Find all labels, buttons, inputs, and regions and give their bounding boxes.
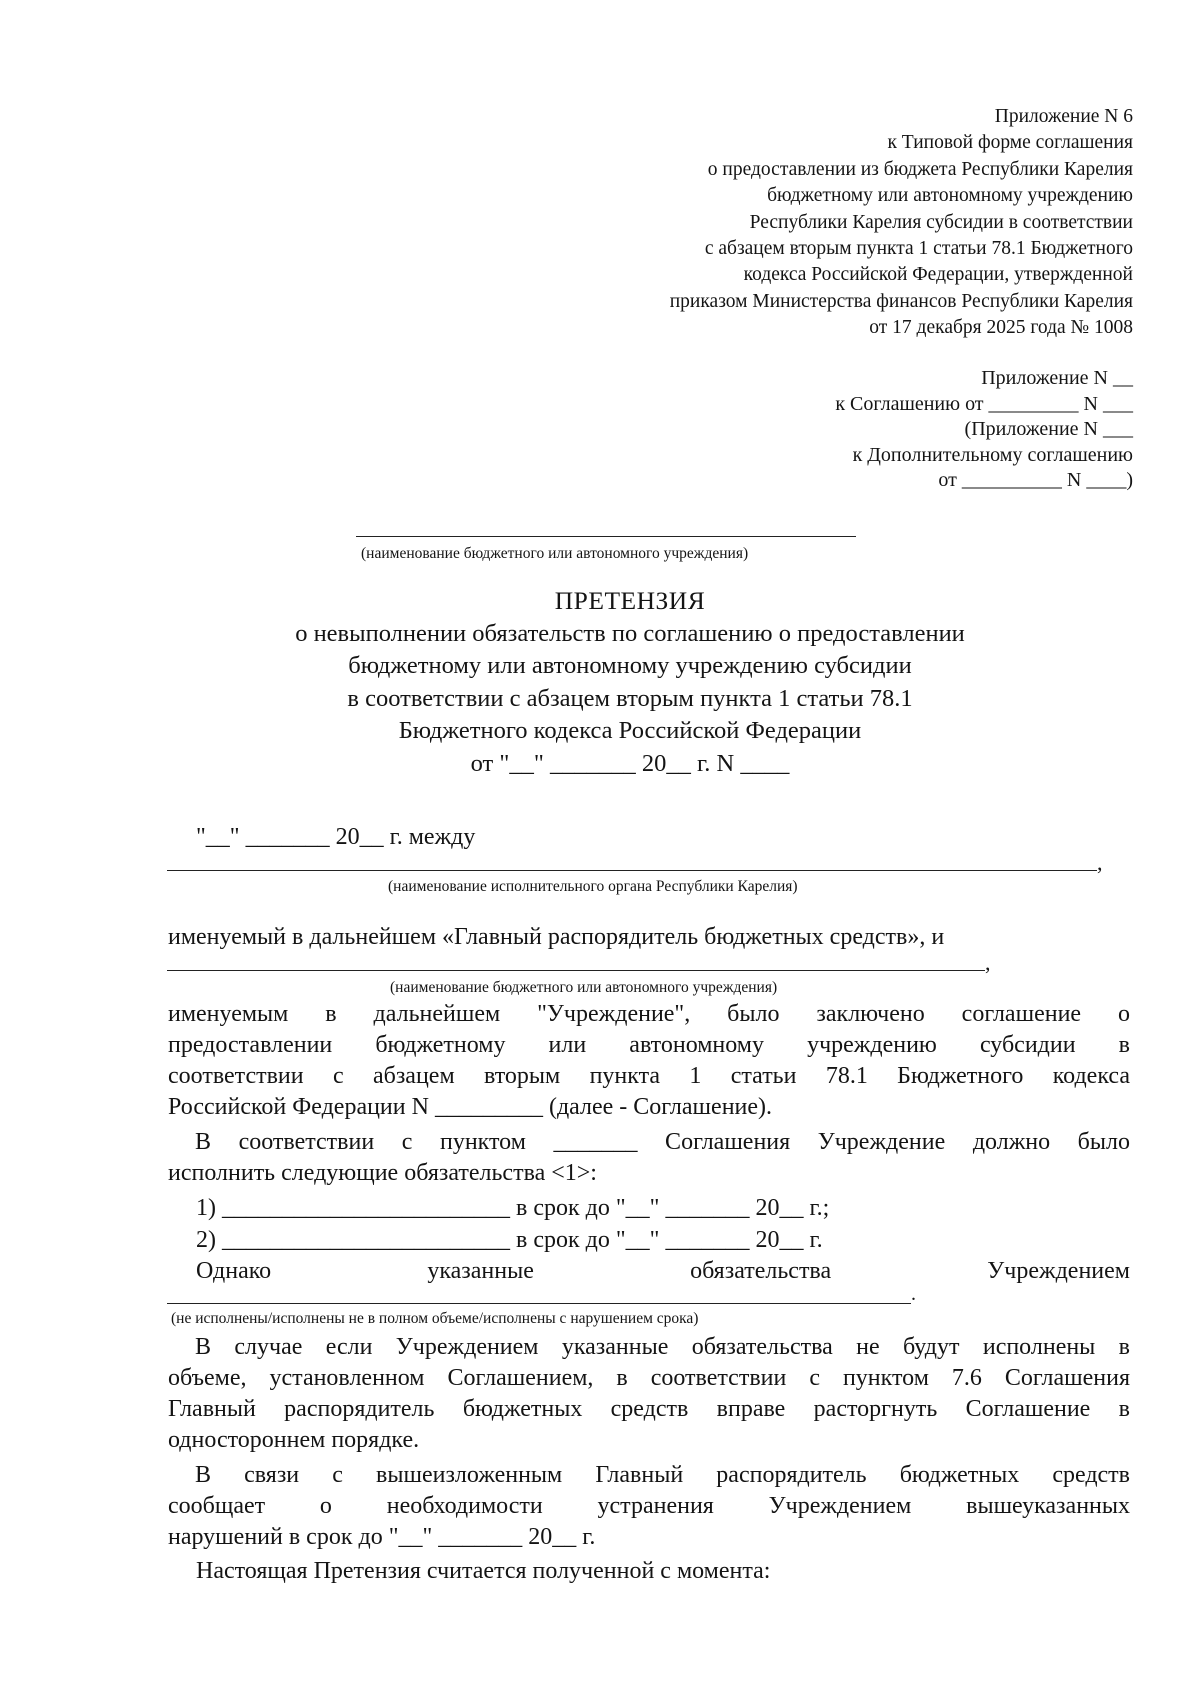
- organ-name-line: [167, 870, 1097, 871]
- text-line: Главный распорядитель бюджетных средств вправе расторгнуть Соглашение в: [168, 1396, 1130, 1422]
- attachment-block: [835, 366, 1133, 494]
- status-caption: (не исполнены/исполнены не в полном объеме/исполнены с нарушением срока): [171, 1310, 699, 1327]
- institution-caption: (наименование бюджетного или автономного учреждения): [361, 545, 749, 562]
- institution-name-line-2: [167, 970, 985, 971]
- named-line: именуемый в дальнейшем «Главный распорядитель бюджетных средств», и: [168, 924, 945, 950]
- paragraph-remedy: [168, 1460, 1130, 1553]
- claim-title: ПРЕТЕНЗИЯ: [554, 586, 706, 615]
- text-line: соответствии с абзацем вторым пункта 1 статьи 78.1 Бюджетного кодекса: [168, 1063, 1130, 1089]
- text-line: В случае если Учреждением указанные обязательства не будут исполнены в: [195, 1334, 1130, 1360]
- period: .: [911, 1283, 916, 1305]
- text-line: В связи с вышеизложенным Главный распорядитель бюджетных средств: [195, 1462, 1130, 1488]
- header-line: приказом Министерства финансов Республики Карелия: [669, 290, 1133, 312]
- obligation-item-1: 1) ________________________ в срок до "__" _______ 20__ г.;: [196, 1195, 830, 1221]
- however-word: Учреждением: [987, 1258, 1130, 1284]
- header-line: с абзацем вторым пункта 1 статьи 78.1 Бюджетного: [704, 238, 1133, 260]
- header-line: бюджетному или автономному учреждению: [767, 185, 1133, 207]
- date-between-line: "__" _______ 20__ г. между: [196, 824, 476, 850]
- attachment-line: (Приложение N ___: [964, 418, 1133, 440]
- attachment-line: от __________ N ____): [938, 469, 1133, 491]
- institution-name-line: [356, 536, 856, 537]
- however-word: обязательства: [690, 1258, 832, 1284]
- however-word: указанные: [427, 1258, 534, 1284]
- paragraph-received: Настоящая Претензия считается полученной с момента:: [196, 1558, 771, 1584]
- obligation-item-2: 2) ________________________ в срок до "__" _______ 20__ г.: [196, 1227, 823, 1253]
- institution-caption-2: (наименование бюджетного или автономного учреждения): [390, 979, 778, 996]
- header-line: Приложение N 6: [994, 106, 1133, 127]
- comma: ,: [1097, 850, 1103, 875]
- title-line: в соответствии с абзацем вторым пункта 1 статьи 78.1: [347, 684, 913, 712]
- however-word: Однако: [196, 1258, 272, 1284]
- title-line: бюджетному или автономному учреждению субсидии: [348, 652, 912, 679]
- attachment-line: Приложение N __: [981, 367, 1133, 389]
- text-line: исполнить следующие обязательства <1>:: [168, 1160, 597, 1186]
- title-date-line: от "__" _______ 20__ г. N ____: [470, 749, 790, 777]
- paragraph-termination: [168, 1332, 1130, 1456]
- header-line: от 17 декабря 2025 года № 1008: [869, 317, 1133, 339]
- text-line: именуемым в дальнейшем "Учреждение", было заключено соглашение о: [168, 1001, 1130, 1027]
- header-line: кодекса Российской Федерации, утвержденной: [743, 264, 1133, 286]
- header-line: о предоставлении из бюджета Республики Карелия: [707, 158, 1133, 180]
- paragraph-agreement: [168, 999, 1130, 1123]
- however-line: [196, 1258, 1130, 1285]
- text-line: объеме, установленном Соглашением, в соответствии с пунктом 7.6 Соглашения: [168, 1365, 1130, 1391]
- attachment-line: к Дополнительному соглашению: [852, 443, 1133, 466]
- appendix-header: [670, 104, 1133, 342]
- comma: ,: [985, 950, 991, 975]
- title-line: о невыполнении обязательств по соглашению о предоставлении: [295, 619, 965, 647]
- header-line: Республики Карелия субсидии в соответствии: [749, 211, 1133, 233]
- attachment-line: к Соглашению от _________ N ___: [835, 392, 1133, 415]
- status-line: [167, 1303, 911, 1304]
- text-line: Российской Федерации N _________ (далее - Соглашение).: [168, 1094, 773, 1120]
- organ-caption: (наименование исполнительного органа Республики Карелия): [388, 878, 798, 895]
- paragraph-obligations: [168, 1127, 1130, 1189]
- text-line: предоставлении бюджетному или автономному учреждению субсидии в: [168, 1032, 1130, 1058]
- text-line: сообщает о необходимости устранения Учреждением вышеуказанных: [168, 1493, 1130, 1519]
- text-line: нарушений в срок до "__" _______ 20__ г.: [168, 1524, 596, 1550]
- text-line: одностороннем порядке.: [168, 1427, 420, 1453]
- text-line: В соответствии с пунктом _______ Соглашения Учреждение должно было: [195, 1129, 1130, 1155]
- header-line: к Типовой форме соглашения: [887, 132, 1133, 154]
- claim-title-block: [240, 585, 1020, 780]
- title-line: Бюджетного кодекса Российской Федерации: [398, 717, 862, 744]
